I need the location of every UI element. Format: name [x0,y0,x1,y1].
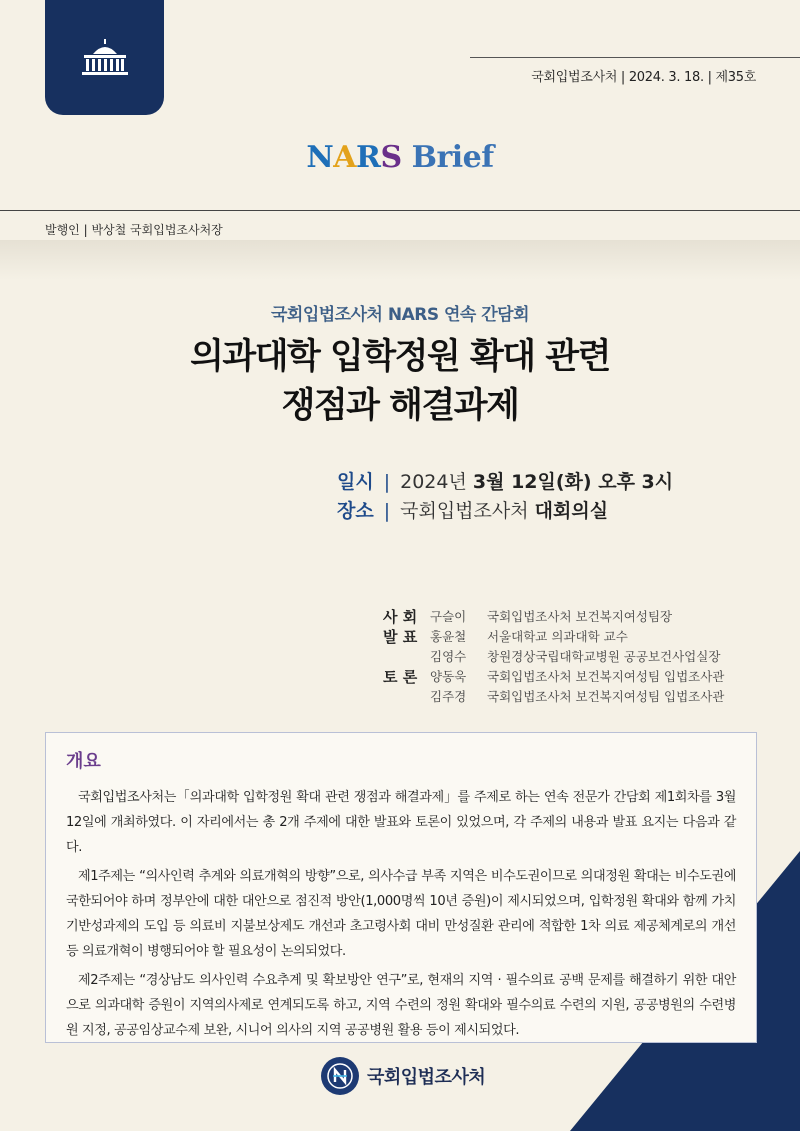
national-assembly-logo-tab [45,0,164,115]
participant-role: 토 론 [383,668,418,686]
summary-box [45,732,757,1043]
participant-role: 사 회 [383,608,418,626]
participant-affiliation: 서울대학교 의과대학 교수 [487,629,628,644]
footer-org-name: 국회입법조사처 [367,1067,486,1088]
date-separator: | [383,471,391,493]
summary-paragraph: 제2주제는 “경상남도 의사인력 수요추계 및 확보방안 연구”로, 현재의 지역 · 필수의료 공백 문제를 해결하기 위한 대안으로 의과대학 증원이 지역의사제로 연계되도록 하고, 지역 수련의 정원 확대와 필수의료 수련의 지원, 공공병원의 수련병원 지정, 공공임상교수제 보완, 시니어 의사의 지역 공공병원 활용 등이 제시되었다. [66,973,736,1038]
place-room: 대회의실 [534,500,609,522]
participant-affiliation: 국회입법조사처 보건복지여성팀장 [487,609,673,624]
date-value: 3월 12일(화) 오후 3시 [472,471,674,493]
publisher-rule [0,210,800,211]
participant-row [383,687,724,707]
summary-paragraph: 국회입법조사처는「의과대학 입학정원 확대 관련 쟁점과 해결과제」를 주제로 하는 연속 전문가 간담회 제1회차를 3월 12일에 개최하였다. 이 자리에서는 총 2개 주제에 대한 발표와 토론이 있었으며, 각 주제의 내용과 발표 요지는 다음과 같다. [66,790,736,855]
footer-logo [321,1057,485,1095]
participant-role [383,647,430,667]
summary-paragraph: 제1주제는 “의사인력 추계와 의료개혁의 방향”으로, 의사수급 부족 지역은 비수도권이므로 의대정원 확대는 비수도권에 국한되어야 하며 정부안에 대한 대안으로 점진적 방안(1,000명씩 10년 증원)이 제시되었으며, 입학정원 확대와 함께 가치기반성과제의 도입 등 의료비 지불보상제도 개선과 초고령사회 대비 만성질환 관리에 적합한 1차 의료 제공체계로의 개선 등 의료개혁이 병행되어야 할 필요성이 논의되었다. [66,869,736,959]
shadow-band [0,240,800,280]
publisher-line: 발행인 | 박상철 국회입법조사처장 [45,223,223,237]
participant-name: 김주경 [430,689,467,704]
summary-heading: 개요 [66,751,101,772]
place-label: 장소 [337,500,374,522]
participant-affiliation: 국회입법조사처 보건복지여성팀 입법조사관 [487,689,725,704]
date-row [337,468,673,497]
place-org: 국회입법조사처 [400,500,529,522]
assembly-building-icon [76,38,134,78]
header-rule [470,57,800,58]
nars-brief-logo: NARS Brief [306,140,494,175]
participant-affiliation: 국회입법조사처 보건복지여성팀 입법조사관 [487,669,725,684]
participant-row [383,667,724,687]
issue-line: 국회입법조사처 | 2024. 3. 18. | 제35호 [531,70,756,85]
event-subtitle: 국회입법조사처 NARS 연속 간담회 [270,305,530,325]
participant-name: 양동욱 [430,669,467,684]
participant-name: 홍윤철 [430,629,467,644]
event-info [337,468,673,526]
participant-row [383,647,724,667]
participant-name: 김영수 [430,649,467,664]
title-line-2: 쟁점과 해결과제 [281,386,519,426]
participant-row [383,607,724,627]
participant-name: 구슬이 [430,609,467,624]
participant-role: 발 표 [383,628,418,646]
participant-row [383,627,724,647]
event-title [0,333,800,431]
date-year: 2024년 [400,471,467,493]
date-label: 일시 [337,471,374,493]
participants-list [383,607,724,707]
title-line-1: 의과대학 입학정원 확대 관련 [190,337,610,377]
participant-affiliation: 창원경상국립대학교병원 공공보건사업실장 [487,649,721,664]
nars-emblem-icon [321,1057,359,1095]
place-separator: | [383,500,391,522]
participant-role [383,687,430,707]
place-row [337,497,673,526]
